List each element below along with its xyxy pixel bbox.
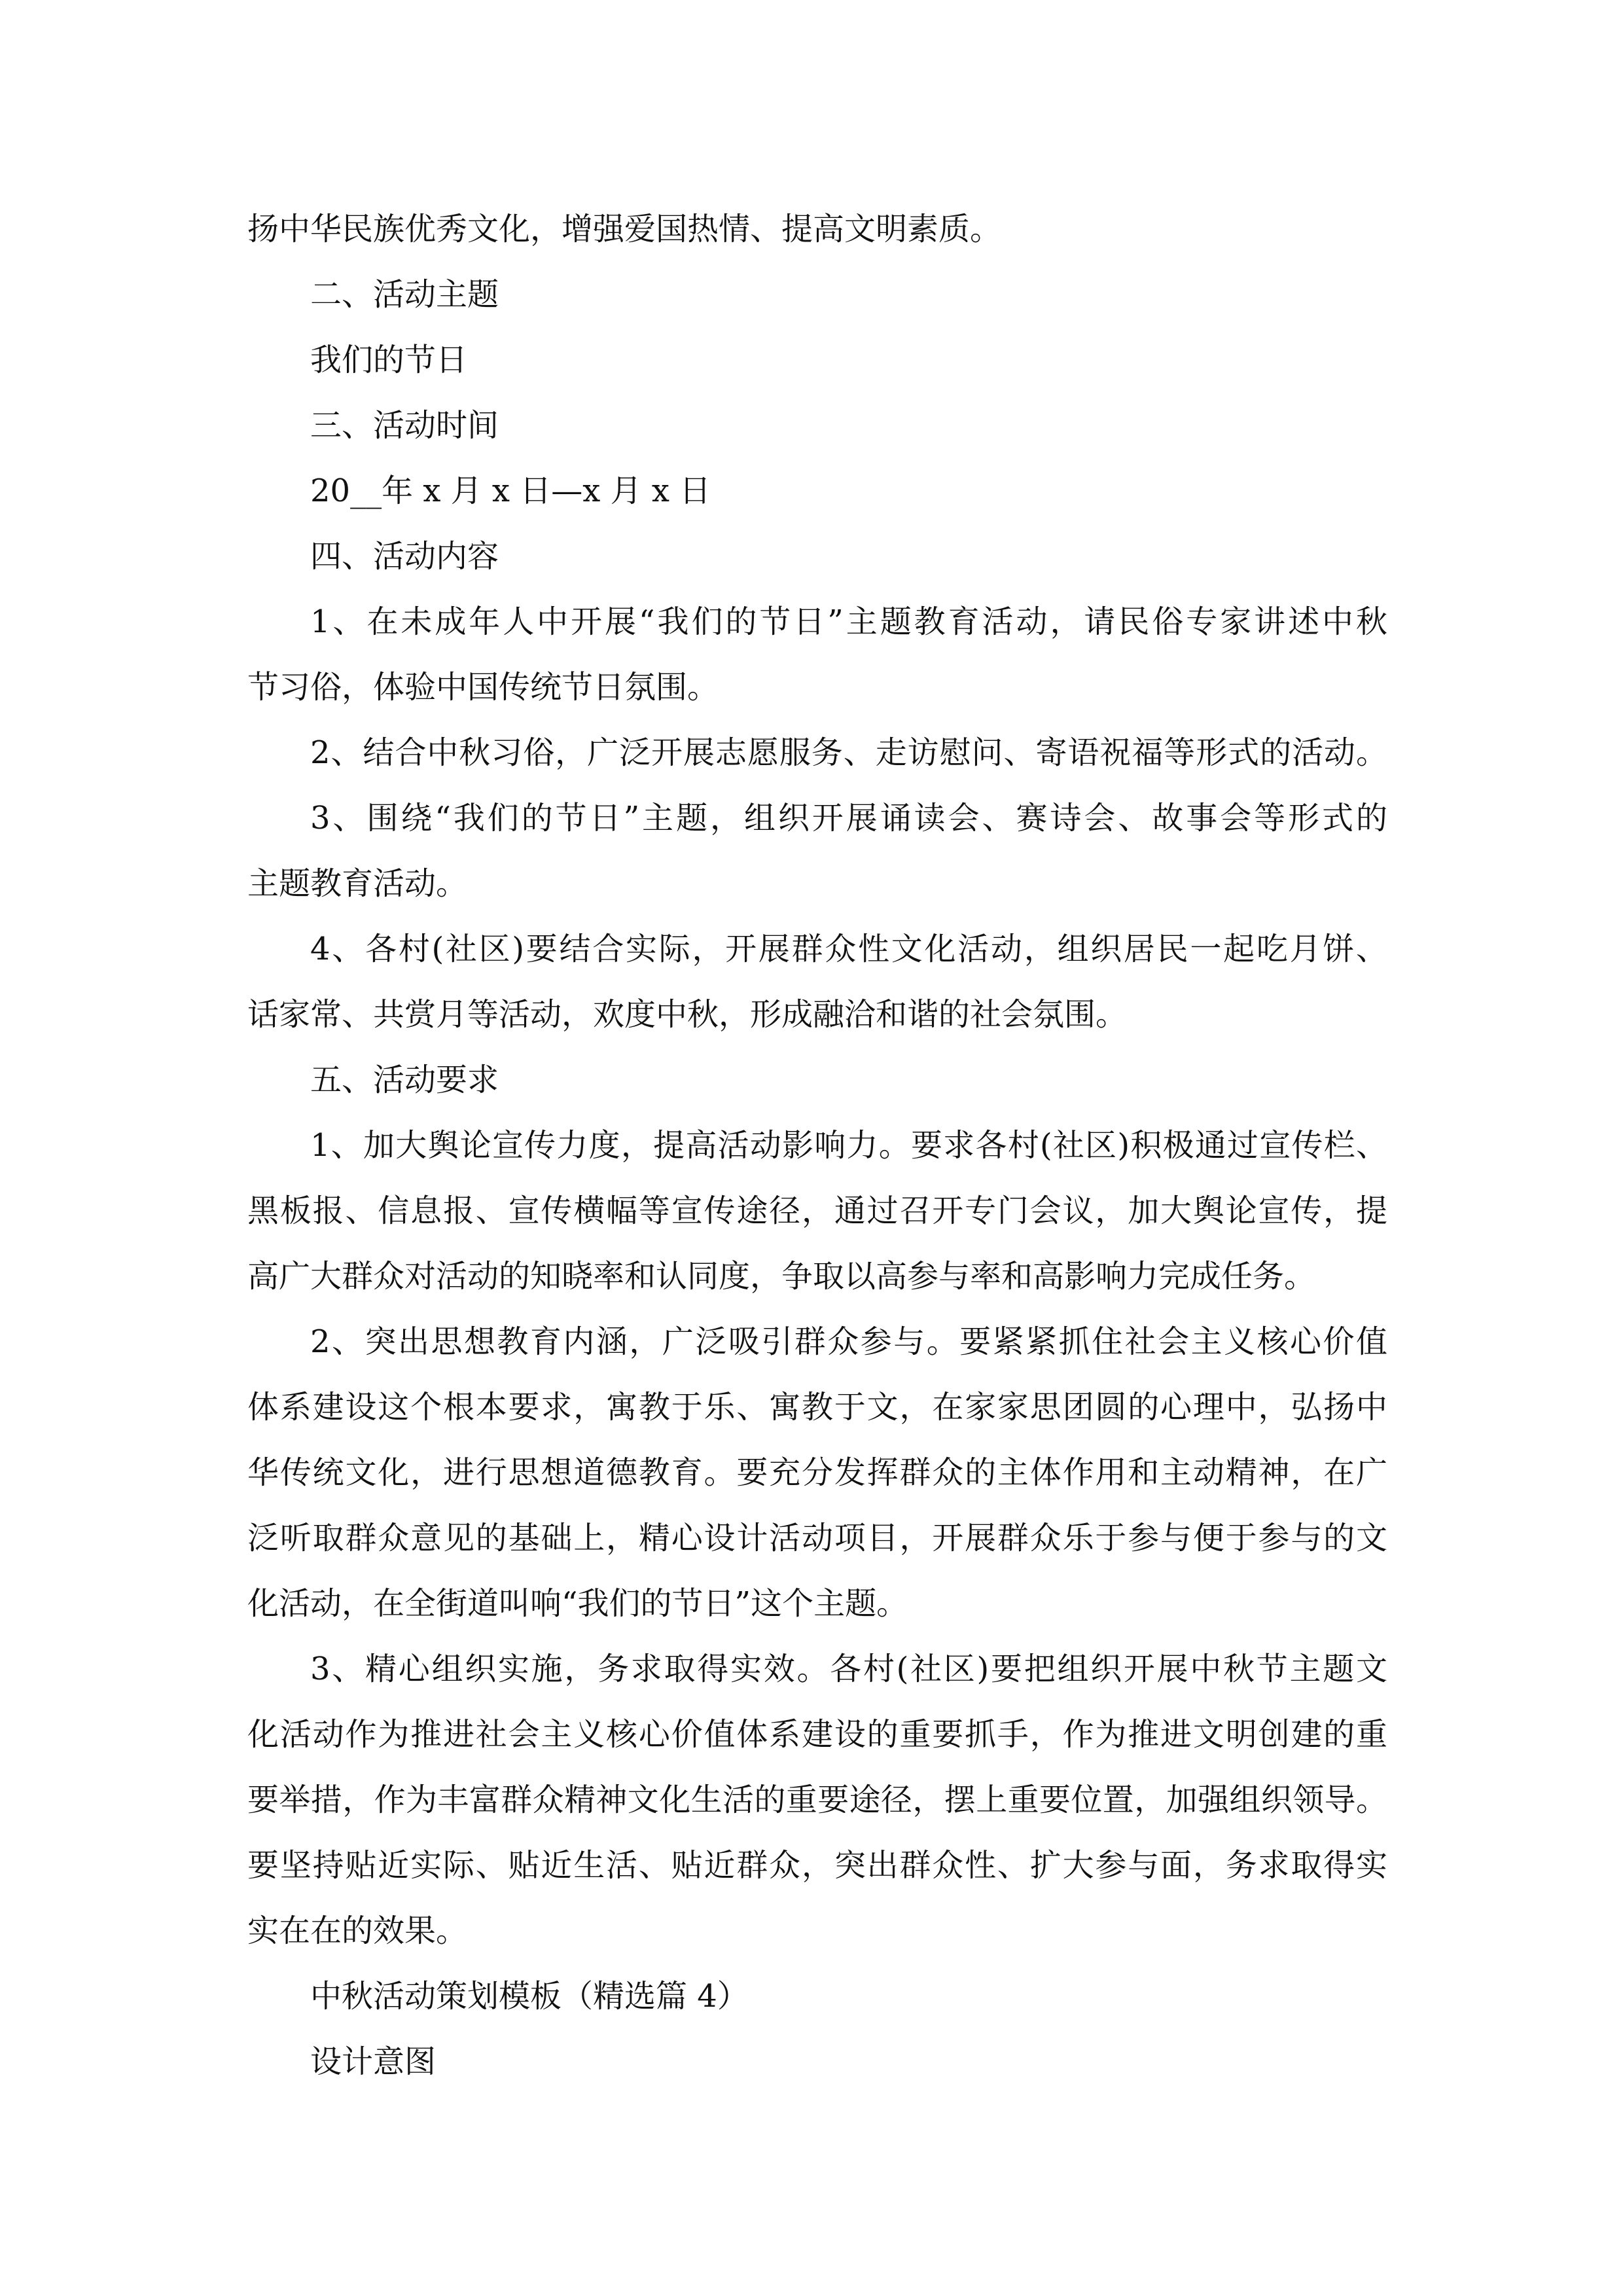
paragraph-line: 1、在未成年人中开展“我们的节日”主题教育活动，请民俗专家讲述中秋 [310, 603, 1387, 640]
paragraph-line: 化活动作为推进社会主义核心价值体系建设的重要抓手，作为推进文明创建的重 [247, 1716, 1387, 1753]
paragraph-line: 要坚持贴近实际、贴近生活、贴近群众，突出群众性、扩大参与面，务求取得实 [247, 1847, 1387, 1884]
paragraph-line: 实在在的效果。 [247, 1912, 468, 1949]
paragraph-line: 化活动，在全街道叫响“我们的节日”这个主题。 [247, 1585, 908, 1622]
section-heading: 设计意图 [310, 2043, 437, 2080]
paragraph-line: 话家常、共赏月等活动，欢度中秋，形成融洽和谐的社会氛围。 [247, 996, 1128, 1033]
paragraph-line: 节习俗，体验中国传统节日氛围。 [247, 669, 719, 706]
section-heading: 三、活动时间 [310, 407, 499, 444]
section-heading: 四、活动内容 [310, 538, 499, 575]
paragraph-line: 我们的节日 [310, 342, 468, 378]
paragraph-line: 泛听取群众意见的基础上，精心设计活动项目，开展群众乐于参与便于参与的文 [247, 1520, 1387, 1556]
paragraph-line: 要举措，作为丰富群众精神文化生活的重要途径，摆上重要位置，加强组织领导。 [247, 1782, 1387, 1818]
paragraph-line: 高广大群众对活动的知晓率和认同度，争取以高参与率和高影响力完成任务。 [247, 1258, 1316, 1295]
paragraph-line: 4、各村(社区)要结合实际，开展群众性文化活动，组织居民一起吃月饼、 [310, 931, 1387, 967]
paragraph-line: 体系建设这个根本要求，寓教于乐、寓教于文，在家家思团圆的心理中，弘扬中 [247, 1389, 1387, 1426]
section-heading: 五、活动要求 [310, 1062, 499, 1098]
paragraph-line: 2、结合中秋习俗，广泛开展志愿服务、走访慰问、寄语祝福等形式的活动。 [310, 734, 1387, 771]
section-heading: 中秋活动策划模板（精选篇 4） [310, 1978, 749, 2015]
paragraph-line: 3、精心组织实施，务求取得实效。各村(社区)要把组织开展中秋节主题文 [310, 1651, 1387, 1687]
paragraph-line: 主题教育活动。 [247, 865, 468, 902]
paragraph-line: 3、围绕“我们的节日”主题，组织开展诵读会、赛诗会、故事会等形式的 [310, 800, 1387, 836]
paragraph-line: 华传统文化，进行思想道德教育。要充分发挥群众的主体作用和主动精神，在广 [247, 1454, 1387, 1491]
paragraph-line: 2、突出思想教育内涵，广泛吸引群众参与。要紧紧抓住社会主义核心价值 [310, 1323, 1387, 1360]
paragraph-line: 黑板报、信息报、宣传横幅等宣传途径，通过召开专门会议，加大舆论宣传，提 [247, 1193, 1387, 1229]
section-heading: 二、活动主题 [310, 276, 499, 313]
paragraph-line: 扬中华民族优秀文化，增强爱国热情、提高文明素质。 [247, 211, 1002, 247]
paragraph-line: 20__年 x 月 x 日—x 月 x 日 [310, 473, 711, 509]
paragraph-line: 1、加大舆论宣传力度，提高活动影响力。要求各村(社区)积极通过宣传栏、 [310, 1127, 1387, 1164]
document-body [247, 196, 1387, 2094]
